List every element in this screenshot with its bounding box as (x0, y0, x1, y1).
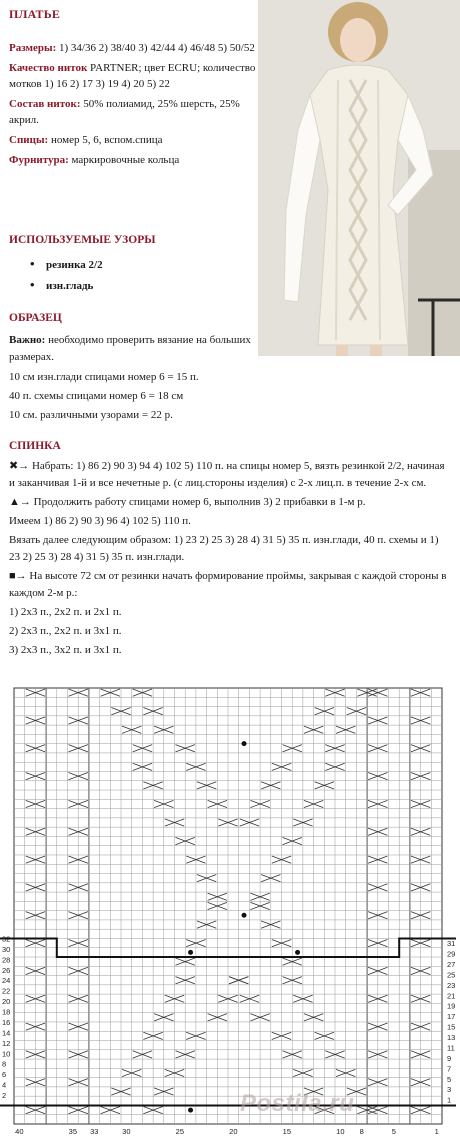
back-layout: Вязать далее следующим образом: 1) 23 2) 25 3) 28 4) 31 5) 35 п. изн.глади, 40 п. схемы и 1) 23 2) 25 3) 28 4) 31 5) 35 п. изн.глади. (9, 534, 439, 563)
bobble-dot (188, 1108, 193, 1113)
row-label-right: 9 (447, 1053, 452, 1063)
section-patterns-heading: ИСПОЛЬЗУЕМЫЕ УЗОРЫ (9, 234, 156, 246)
row-label-left: 18 (2, 1007, 11, 1017)
watermark: Postila.ru (240, 1090, 355, 1117)
column-tick-label: 5 (391, 1127, 396, 1136)
patterns-list (30, 254, 103, 296)
row-label-right: 3 (447, 1085, 452, 1095)
row-label-right: 15 (447, 1022, 456, 1032)
pattern-item: • резинка 2/2 (30, 254, 103, 275)
column-tick-label: 1 (434, 1127, 439, 1136)
bobble-dot (242, 741, 247, 746)
row-label-left: 28 (2, 955, 11, 965)
sample-line: 40 п. схемы спицами номер 6 = 18 см (9, 390, 184, 402)
back-size-line: 2) 2х3 п., 2х2 п. и 3х1 п. (9, 625, 122, 637)
back-step-cast-on: ✖→ Набрать: 1) 86 2) 90 3) 94 4) 102 5) 110 п. на спицы номер 5, вязть резинкой 2/2, начиная и заканчивая 1-й и все нечетные р. (с лиц.стороны изделия) с 2-х лиц.п. в течение 2-х см. (9, 460, 445, 489)
row-label-right: 1 (447, 1095, 452, 1105)
row-label-right: 31 (447, 939, 456, 949)
back-instructions (9, 458, 451, 659)
page-title: ПЛАТЬЕ (9, 7, 61, 21)
bobble-dot (242, 913, 247, 918)
row-label-right: 29 (447, 949, 456, 959)
spec-notions: Фурнитура: маркировочные кольца (9, 154, 180, 166)
row-label-left: 16 (2, 1017, 11, 1027)
row-label-left: 8 (2, 1059, 7, 1069)
section-back-heading: СПИНКА (9, 440, 61, 452)
row-label-right: 7 (447, 1064, 452, 1074)
sample-block (9, 332, 259, 424)
row-label-right: 11 (447, 1043, 455, 1053)
sample-important: Важно: необходимо проверить вязание на больших размерах. (9, 334, 251, 363)
bobble-dot (295, 950, 300, 955)
row-label-left: 32 (2, 934, 11, 944)
bobble-dot (188, 950, 193, 955)
row-label-right: 13 (447, 1033, 456, 1043)
row-label-left: 6 (2, 1070, 7, 1080)
row-label-right: 17 (447, 1012, 456, 1022)
back-size-line: 1) 2х3 п., 2х2 п. и 2х1 п. (9, 606, 122, 618)
sample-line: 10 см изн.глади спицами номер 6 = 15 п. (9, 371, 199, 383)
row-label-left: 14 (2, 1028, 11, 1038)
row-label-left: 4 (2, 1080, 7, 1090)
row-label-left: 22 (2, 986, 11, 996)
row-label-left: 26 (2, 965, 11, 975)
column-tick-label: 10 (336, 1127, 345, 1136)
column-tick-label: 33 (90, 1127, 99, 1136)
column-tick-label: 30 (122, 1127, 131, 1136)
row-label-left: 10 (2, 1049, 11, 1059)
column-tick-label: 8 (359, 1127, 364, 1136)
spec-sizes: Размеры: 1) 34/36 2) 38/40 3) 42/44 4) 46/48 5) 50/52 (9, 42, 255, 54)
row-label-left: 12 (2, 1038, 11, 1048)
back-stitch-count: Имеем 1) 86 2) 90 3) 96 4) 102 5) 110 п. (9, 515, 191, 527)
column-tick-label: 20 (229, 1127, 238, 1136)
column-tick-label: 15 (282, 1127, 292, 1136)
row-label-right: 25 (447, 970, 456, 980)
spec-needles: Спицы: номер 5, 6, вспом.спица (9, 134, 163, 146)
row-label-right: 5 (447, 1074, 452, 1084)
back-size-line: 3) 2х3 п., 3х2 п. и 3х1 п. (9, 644, 122, 656)
spec-yarn: Качество ниток PARTNER; цвет ECRU; количество мотков 1) 16 2) 17 3) 19 4) 20 5) 22 (9, 62, 256, 90)
spec-composition: Состав ниток: 50% полиамид, 25% шерсть, 25% акрил. (9, 98, 240, 126)
column-tick-label: 35 (68, 1127, 78, 1136)
column-tick-label: 25 (175, 1127, 185, 1136)
column-tick-label: 40 (15, 1127, 24, 1136)
section-sample-heading: ОБРАЗЕЦ (9, 312, 62, 324)
sample-line: 10 см. различными узорами = 22 р. (9, 409, 173, 421)
dress-photo-illustration (258, 0, 460, 356)
row-label-right: 27 (447, 959, 456, 969)
row-label-left: 24 (2, 976, 11, 986)
row-label-right: 23 (447, 980, 456, 990)
dress-photo (258, 0, 460, 356)
pattern-item: • изн.гладь (30, 275, 103, 296)
specs-block (9, 40, 259, 172)
back-step-armhole: ■→ На высоте 72 см от резинки начать формирование проймы, закрывая с каждой стороны в каждом 2-м р.: (9, 570, 447, 599)
row-label-left: 20 (2, 997, 11, 1007)
row-label-right: 21 (447, 991, 456, 1001)
row-label-right: 19 (447, 1001, 456, 1011)
back-step-continue: ▲→ Продолжить работу спицами номер 6, выполнив 3) 2 прибавки в 1-м р. (9, 496, 366, 508)
row-label-left: 2 (2, 1091, 7, 1101)
row-label-left: 30 (2, 944, 11, 954)
knitting-chart (0, 684, 460, 1139)
